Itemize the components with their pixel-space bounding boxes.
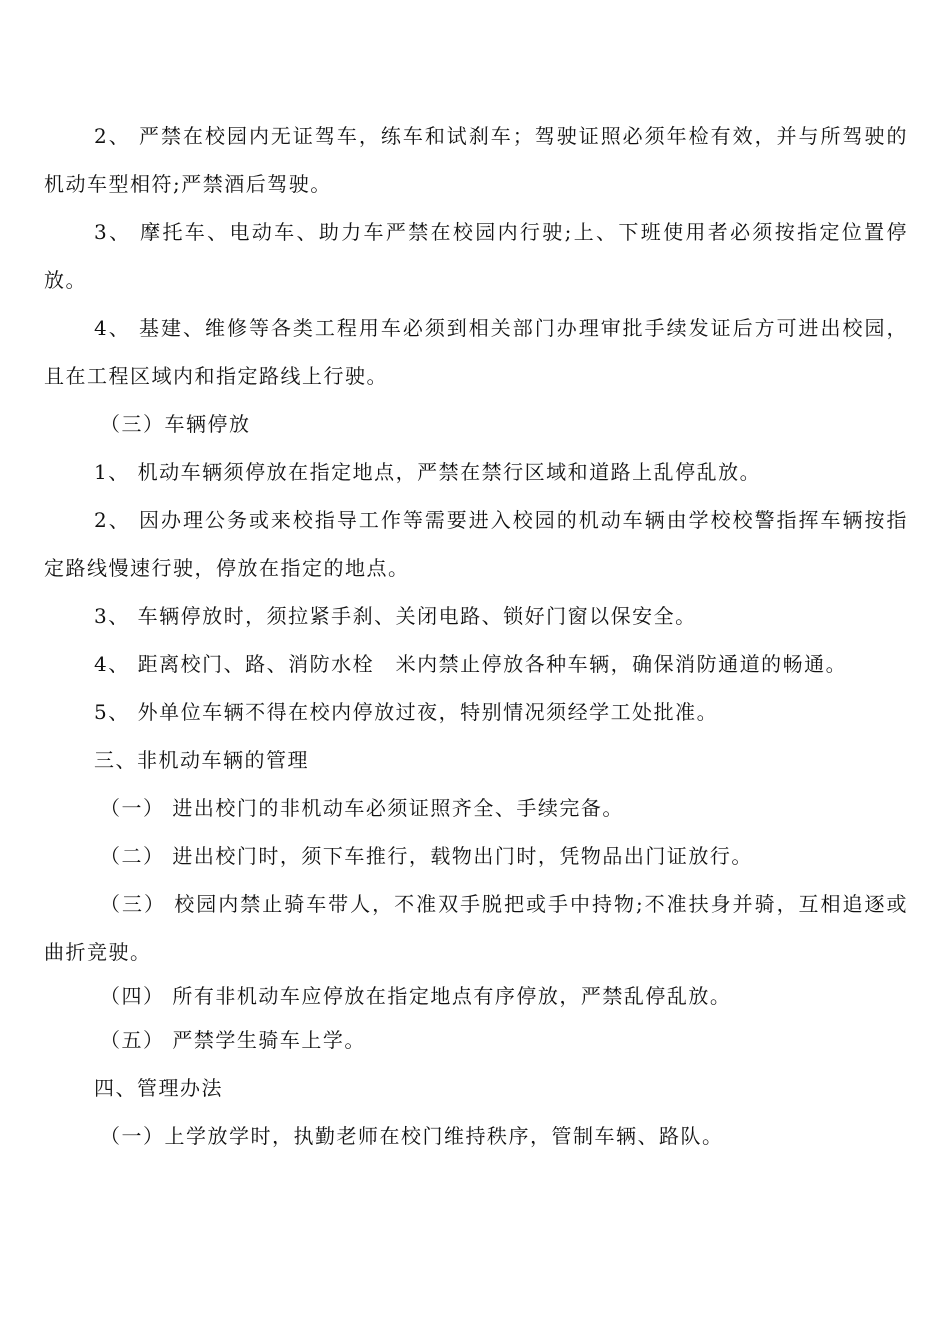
paragraph-parking-rule-2: 2、 因办理公务或来校指导工作等需要进入校园的机动车辆由学校校警指挥车辆按指定路线慢速行驶，停放在指定的地点。 <box>44 508 908 580</box>
document-body <box>44 112 908 1160</box>
paragraph-parking-rule-4: 4、 距离校门、路、消防水栓 米内禁止停放各种车辆，确保消防通道的畅通。 <box>94 652 848 676</box>
paragraph-non-motor-rule-2: （二） 进出校门时，须下车推行，载物出门时，凭物品出门证放行。 <box>100 844 753 868</box>
paragraph-non-motor-rule-3: （三） 校园内禁止骑车带人，不准双手脱把或手中持物;不准扶身并骑，互相追逐或曲折竞驶。 <box>44 892 908 964</box>
paragraph-management-rule-1: （一）上学放学时，执勤老师在校门维持秩序，管制车辆、路队。 <box>100 1124 724 1148</box>
paragraph-rule-4-construction-vehicles: 4、 基建、维修等各类工程用车必须到相关部门办理审批手续发证后方可进出校园，且在工程区域内和指定路线上行驶。 <box>44 316 908 388</box>
paragraph-rule-3-motorcycles: 3、 摩托车、电动车、助力车严禁在校园内行驶;上、下班使用者必须按指定位置停放。 <box>44 220 908 292</box>
paragraph-non-motor-rule-5: （五） 严禁学生骑车上学。 <box>100 1028 366 1052</box>
paragraph-parking-rule-3: 3、 车辆停放时，须拉紧手刹、关闭电路、锁好门窗以保安全。 <box>94 604 697 628</box>
paragraph-parking-rule-5: 5、 外单位车辆不得在校内停放过夜，特别情况须经学工处批准。 <box>94 700 719 724</box>
paragraph-non-motor-rule-1: （一） 进出校门的非机动车必须证照齐全、手续完备。 <box>100 796 624 820</box>
section-heading-management-methods: 四、管理办法 <box>94 1076 223 1100</box>
section-heading-non-motor-vehicles: 三、非机动车辆的管理 <box>94 748 309 772</box>
paragraph-non-motor-rule-4: （四） 所有非机动车应停放在指定地点有序停放，严禁乱停乱放。 <box>100 984 732 1008</box>
paragraph-rule-2-licensed-driving: 2、 严禁在校园内无证驾车，练车和试刹车；驾驶证照必须年检有效，并与所驾驶的机动车型相符;严禁酒后驾驶。 <box>44 124 908 196</box>
section-heading-vehicle-parking: （三）车辆停放 <box>100 412 251 436</box>
paragraph-parking-rule-1: 1、 机动车辆须停放在指定地点，严禁在禁行区域和道路上乱停乱放。 <box>94 460 762 484</box>
